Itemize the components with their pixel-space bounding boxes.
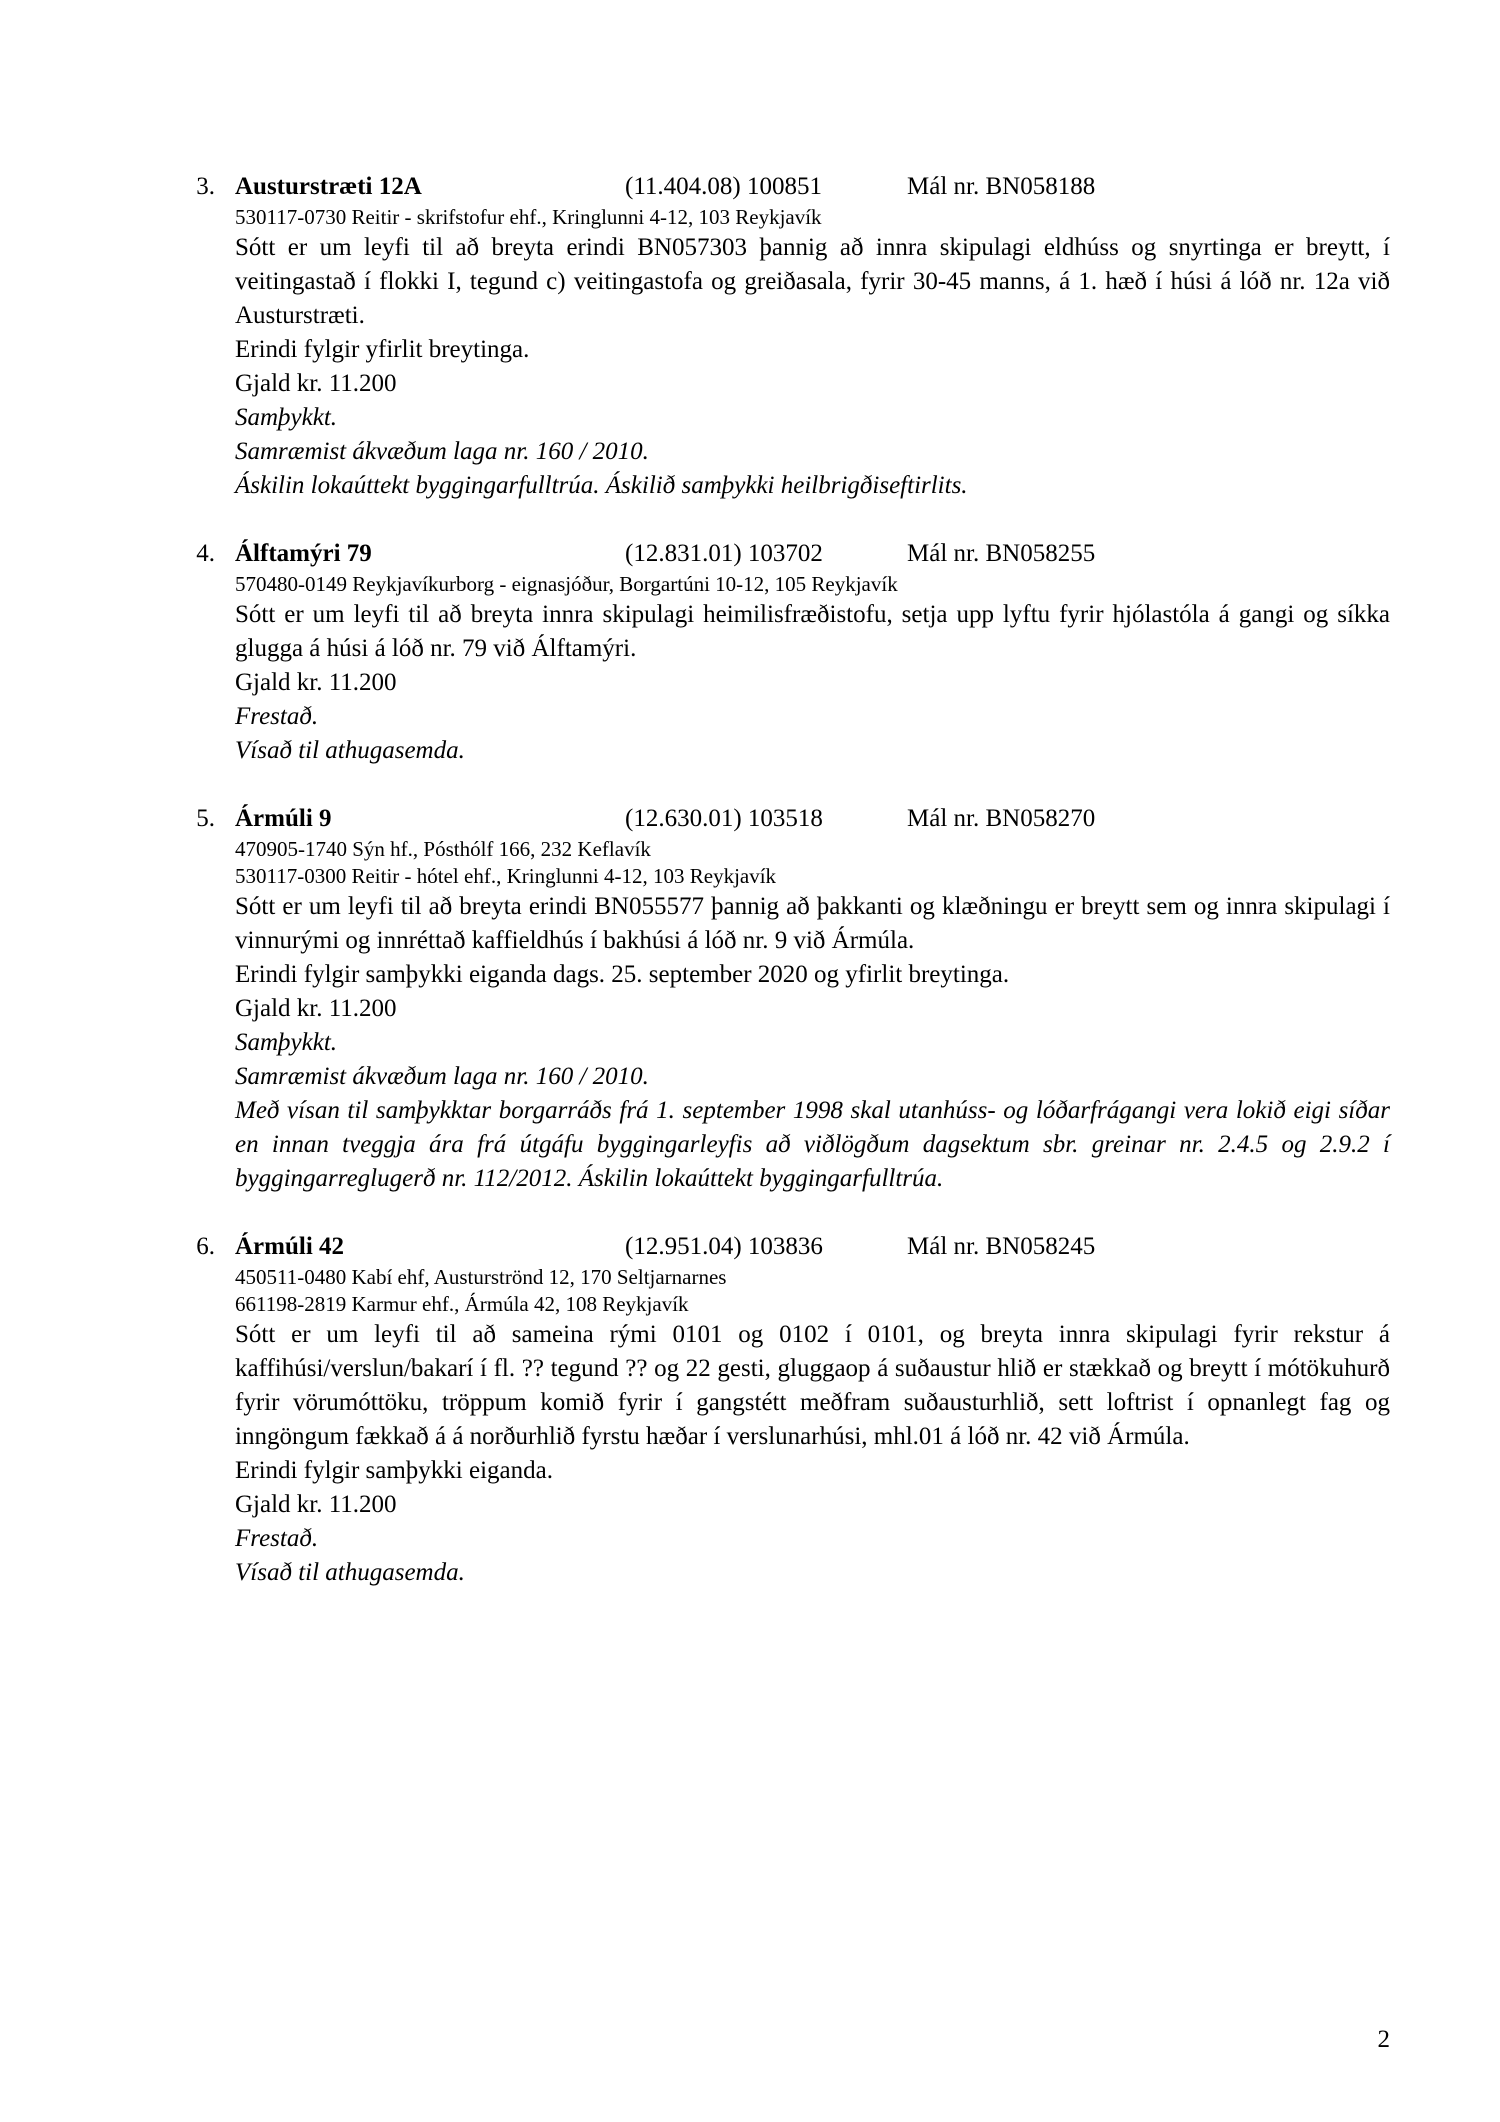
item-number: 6. — [196, 1233, 215, 1260]
list-item — [175, 1230, 1390, 1590]
item-fee: Gjald kr. 11.200 — [235, 1491, 397, 1518]
item-note: Samræmist ákvæðum laga nr. 160 / 2010. — [235, 1063, 649, 1090]
item-owner: 530117-0300 Reitir - hótel ehf., Kringlunni 4-12, 103 Reykjavík — [235, 864, 777, 888]
item-title: Álftamýri 79 — [235, 540, 372, 567]
item-note: Vísað til athugasemda. — [235, 737, 465, 764]
item-header — [235, 1230, 1390, 1264]
item-case-number: Mál nr. BN058255 — [907, 540, 1096, 567]
item-owner: 570480-0149 Reykjavíkurborg - eignasjóður, Borgartúni 10-12, 105 Reykjavík — [235, 572, 898, 596]
item-attachment: Erindi fylgir samþykki eiganda. — [235, 1457, 553, 1484]
item-code: (12.831.01) 103702 — [625, 540, 823, 567]
item-note: Vísað til athugasemda. — [235, 1559, 465, 1586]
item-case-number: Mál nr. BN058245 — [907, 1233, 1096, 1260]
item-code: (11.404.08) 100851 — [625, 173, 822, 200]
item-note: Samræmist ákvæðum laga nr. 160 / 2010. — [235, 438, 649, 465]
item-fee: Gjald kr. 11.200 — [235, 995, 397, 1022]
item-body: Sótt er um leyfi til að breyta erindi BN055577 þannig að þakkanti og klæðningu er breytt sem og innra skipulagi í vinnurými og innréttað kaffieldhús í bakhúsi á lóð nr. 9 við Ármúla. — [235, 893, 1390, 954]
page-number: 2 — [1377, 2026, 1390, 2053]
list-item — [175, 170, 1390, 503]
item-title: Ármúli 42 — [235, 1233, 345, 1260]
item-body: Sótt er um leyfi til að sameina rými 0101 og 0102 í 0101, og breyta innra skipulagi fyrir rekstur á kaffihúsi/verslun/bakarí í fl. ?? tegund ?? og 22 gesti, gluggaop á suðaustur hlið er stækkað og breytt í mótökuhurð fyrir vörumóttöku, tröppum komið fyrir í gangstétt meðfram suðausturhlið, sett loftrist í opnanlegt fag og inngöngum fækkað á á norðurhlið fyrstu hæðar í verslunarhúsi, mhl.01 á lóð nr. 42 við Ármúla. — [235, 1321, 1390, 1450]
item-owner: 470905-1740 Sýn hf., Pósthólf 166, 232 Keflavík — [235, 837, 651, 861]
item-number: 5. — [196, 805, 215, 832]
item-case-number: Mál nr. BN058188 — [907, 173, 1096, 200]
item-case-number: Mál nr. BN058270 — [907, 805, 1096, 832]
item-fee: Gjald kr. 11.200 — [235, 370, 397, 397]
item-attachment: Erindi fylgir samþykki eiganda dags. 25. september 2020 og yfirlit breytinga. — [235, 961, 1010, 988]
item-note: Áskilin lokaúttekt byggingarfulltrúa. Áskilið samþykki heilbrigðiseftirlits. — [235, 472, 968, 499]
item-body: Sótt er um leyfi til að breyta erindi BN057303 þannig að innra skipulagi eldhúss og snyrtinga er breytt, í veitingastað í flokki I, tegund c) veitingastofa og greiðasala, fyrir 30-45 manns, á 1. hæð í húsi á lóð nr. 12a við Austurstræti. — [235, 234, 1390, 329]
list-item — [175, 537, 1390, 768]
item-header — [235, 802, 1390, 836]
item-note: Með vísan til samþykktar borgarráðs frá 1. september 1998 skal utanhúss- og lóðarfrágangi vera lokið eigi síðar en innan tveggja ára frá útgáfu byggingarleyfis að viðlögðum dagsektum sbr. greinar nr. 2.4.5 og 2.9.2 í byggingarreglugerð nr. 112/2012. Áskilin lokaúttekt byggingarfulltrúa. — [235, 1097, 1390, 1192]
item-owner: 530117-0730 Reitir - skrifstofur ehf., Kringlunni 4-12, 103 Reykjavík — [235, 205, 822, 229]
item-decision: Frestað. — [235, 1525, 319, 1552]
item-code: (12.630.01) 103518 — [625, 805, 823, 832]
item-owner: 450511-0480 Kabí ehf, Austurströnd 12, 170 Seltjarnarnes — [235, 1265, 727, 1289]
item-number: 3. — [196, 173, 215, 200]
item-title: Austurstræti 12A — [235, 173, 422, 200]
item-attachment: Erindi fylgir yfirlit breytinga. — [235, 336, 530, 363]
item-title: Ármúli 9 — [235, 805, 332, 832]
item-code: (12.951.04) 103836 — [625, 1233, 823, 1260]
item-header — [235, 170, 1390, 204]
item-owner: 661198-2819 Karmur ehf., Ármúla 42, 108 Reykjavík — [235, 1292, 689, 1316]
item-decision: Samþykkt. — [235, 1029, 338, 1056]
item-decision: Samþykkt. — [235, 404, 338, 431]
item-number: 4. — [196, 540, 215, 567]
item-decision: Frestað. — [235, 703, 319, 730]
item-fee: Gjald kr. 11.200 — [235, 669, 397, 696]
list-item — [175, 802, 1390, 1196]
item-body: Sótt er um leyfi til að breyta innra skipulagi heimilisfræðistofu, setja upp lyftu fyrir hjólastóla á gangi og síkka glugga á húsi á lóð nr. 79 við Álftamýri. — [235, 601, 1390, 662]
item-header — [235, 537, 1390, 571]
